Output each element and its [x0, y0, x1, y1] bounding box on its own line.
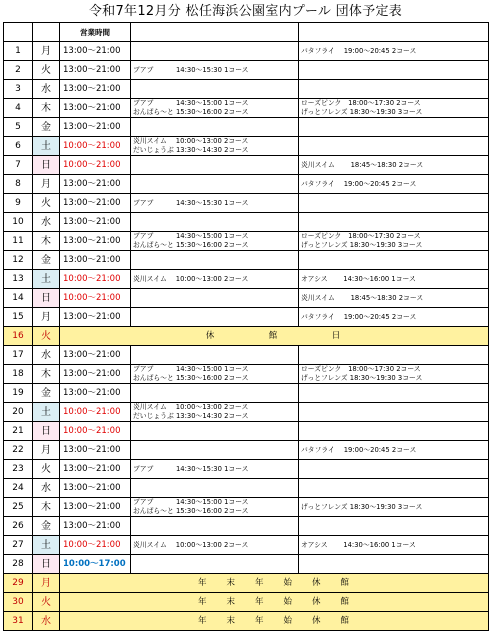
group-booking: 炎川スイム 10:00～13:00 2コース	[133, 540, 249, 549]
group-cell-right	[299, 479, 489, 498]
day-number: 20	[4, 403, 33, 422]
day-number: 6	[4, 137, 33, 156]
group-cell-left	[131, 289, 299, 308]
day-number: 17	[4, 346, 33, 365]
business-hours: 13:00～21:00	[60, 365, 131, 384]
day-of-week: 土	[33, 137, 60, 156]
business-hours: 13:00～21:00	[60, 441, 131, 460]
day-of-week: 月	[33, 175, 60, 194]
group-booking: げっとフレンズ 18:30～19:30 3コース	[301, 374, 423, 382]
header-right-groups-cell	[299, 23, 489, 42]
closed-notice: 年 末 年 始 休 館	[60, 612, 489, 631]
group-cell-left	[131, 498, 299, 517]
day-number: 8	[4, 175, 33, 194]
group-cell-left	[131, 42, 299, 61]
day-of-week: 月	[33, 441, 60, 460]
schedule-row	[4, 536, 489, 555]
schedule-row	[4, 365, 489, 384]
day-of-week: 火	[33, 327, 60, 346]
day-of-week: 月	[33, 574, 60, 593]
group-cell-right	[299, 441, 489, 460]
business-hours: 13:00～21:00	[60, 118, 131, 137]
day-number: 25	[4, 498, 33, 517]
group-booking: ローズピンク 18:00～17:30 2コース	[301, 365, 421, 373]
schedule-row	[4, 194, 489, 213]
group-cell-right	[299, 346, 489, 365]
group-cell-right	[299, 137, 489, 156]
business-hours: 13:00～21:00	[60, 194, 131, 213]
schedule-row	[4, 460, 489, 479]
group-cell-left	[131, 536, 299, 555]
business-hours: 10:00～21:00	[60, 289, 131, 308]
group-booking: オアシス 14:30～16:00 1コース	[301, 274, 416, 283]
day-of-week: 火	[33, 194, 60, 213]
group-cell-left	[131, 232, 299, 251]
group-booking: だいじょうぶ 13:30～14:30 2コース	[133, 146, 249, 154]
group-cell-right	[299, 232, 489, 251]
day-of-week: 土	[33, 270, 60, 289]
day-number: 5	[4, 118, 33, 137]
header-row	[4, 23, 489, 42]
business-hours: 10:00～21:00	[60, 137, 131, 156]
day-number: 26	[4, 517, 33, 536]
day-of-week: 木	[33, 232, 60, 251]
day-number: 2	[4, 61, 33, 80]
group-cell-left	[131, 137, 299, 156]
group-cell-left	[131, 99, 299, 118]
group-cell-right	[299, 536, 489, 555]
schedule-row	[4, 479, 489, 498]
day-number: 18	[4, 365, 33, 384]
schedule-row	[4, 308, 489, 327]
day-of-week: 木	[33, 99, 60, 118]
group-booking: 炎川スイム 10:00～13:00 2コース	[133, 274, 249, 283]
day-of-week: 水	[33, 346, 60, 365]
schedule-row	[4, 612, 489, 631]
business-hours: 13:00～21:00	[60, 99, 131, 118]
schedule-table	[3, 22, 489, 631]
day-of-week: 金	[33, 251, 60, 270]
schedule-row	[4, 346, 489, 365]
group-booking: ブアブ 14:30～15:30 1コース	[133, 65, 249, 74]
business-hours: 13:00～21:00	[60, 479, 131, 498]
group-booking: バタフライ 19:00～20:45 2コース	[301, 179, 417, 188]
group-cell-right	[299, 517, 489, 536]
schedule-row	[4, 99, 489, 118]
group-cell-right	[299, 270, 489, 289]
day-of-week: 火	[33, 593, 60, 612]
group-cell-left	[131, 441, 299, 460]
group-booking: おんぱら～と 15:30～16:00 2コース	[133, 108, 249, 116]
day-of-week: 火	[33, 61, 60, 80]
group-cell-left	[131, 346, 299, 365]
schedule-row	[4, 327, 489, 346]
group-cell-left	[131, 175, 299, 194]
day-number: 28	[4, 555, 33, 574]
group-booking: 炎川スイム 10:00～13:00 2コース	[133, 403, 249, 411]
group-cell-left	[131, 194, 299, 213]
day-of-week: 水	[33, 213, 60, 232]
day-of-week: 日	[33, 555, 60, 574]
group-booking: バタフライ 19:00～20:45 2コース	[301, 312, 417, 321]
day-number: 4	[4, 99, 33, 118]
schedule-row	[4, 422, 489, 441]
header-dow-cell	[33, 23, 60, 42]
schedule-row	[4, 498, 489, 517]
group-cell-right	[299, 384, 489, 403]
group-booking: ブアブ 14:30～15:00 1コース	[133, 498, 249, 506]
day-of-week: 火	[33, 460, 60, 479]
business-hours: 13:00～21:00	[60, 308, 131, 327]
group-booking: バタフライ 19:00～20:45 2コース	[301, 445, 417, 454]
group-cell-right	[299, 175, 489, 194]
group-cell-right	[299, 61, 489, 80]
header-hours-label: 営業時間	[60, 23, 131, 42]
day-of-week: 日	[33, 289, 60, 308]
schedule-row	[4, 80, 489, 99]
group-cell-right	[299, 422, 489, 441]
group-booking: ブアブ 14:30～15:30 1コース	[133, 464, 249, 473]
header-day-cell	[4, 23, 33, 42]
group-booking: バタフライ 19:00～20:45 2コース	[301, 46, 417, 55]
schedule-row	[4, 574, 489, 593]
day-number: 24	[4, 479, 33, 498]
business-hours: 13:00～21:00	[60, 384, 131, 403]
group-booking: ブアブ 14:30～15:00 1コース	[133, 99, 249, 107]
business-hours: 10:00～21:00	[60, 156, 131, 175]
group-booking: げっとフレンズ 18:30～19:30 3コース	[301, 108, 423, 116]
group-cell-right	[299, 289, 489, 308]
day-number: 10	[4, 213, 33, 232]
day-number: 13	[4, 270, 33, 289]
group-cell-left	[131, 517, 299, 536]
group-booking: おんぱら～と 15:30～16:00 2コース	[133, 241, 249, 249]
group-booking: オアシス 14:30～16:00 1コース	[301, 540, 416, 549]
group-cell-left	[131, 270, 299, 289]
business-hours: 10:00～21:00	[60, 270, 131, 289]
group-booking: おんぱら～と 15:30～16:00 2コース	[133, 374, 249, 382]
business-hours: 10:00～21:00	[60, 422, 131, 441]
group-cell-right	[299, 251, 489, 270]
group-cell-left	[131, 365, 299, 384]
day-of-week: 金	[33, 118, 60, 137]
day-of-week: 月	[33, 42, 60, 61]
day-number: 19	[4, 384, 33, 403]
schedule-row	[4, 137, 489, 156]
day-number: 21	[4, 422, 33, 441]
business-hours: 13:00～21:00	[60, 517, 131, 536]
day-number: 12	[4, 251, 33, 270]
group-cell-left	[131, 403, 299, 422]
schedule-row	[4, 593, 489, 612]
business-hours: 13:00～21:00	[60, 232, 131, 251]
day-number: 11	[4, 232, 33, 251]
closed-notice: 年 末 年 始 休 館	[60, 574, 489, 593]
group-cell-right	[299, 498, 489, 517]
day-of-week: 土	[33, 536, 60, 555]
day-of-week: 月	[33, 308, 60, 327]
group-booking: ブアブ 14:30～15:30 1コース	[133, 198, 249, 207]
day-number: 7	[4, 156, 33, 175]
group-cell-right	[299, 118, 489, 137]
group-cell-right	[299, 156, 489, 175]
group-booking: げっとフレンズ 18:30～19:30 3コース	[301, 502, 423, 511]
day-number: 30	[4, 593, 33, 612]
group-cell-right	[299, 213, 489, 232]
schedule-row	[4, 175, 489, 194]
schedule-row	[4, 555, 489, 574]
schedule-row	[4, 441, 489, 460]
group-booking: 炎川スイム 10:00～13:00 2コース	[133, 137, 249, 145]
business-hours: 10:00～17:00	[60, 555, 131, 574]
group-cell-left	[131, 213, 299, 232]
group-cell-left	[131, 555, 299, 574]
group-cell-left	[131, 80, 299, 99]
day-of-week: 水	[33, 80, 60, 99]
day-of-week: 日	[33, 422, 60, 441]
group-booking: 炎川スイム 18:45～18:30 2コース	[301, 160, 424, 169]
day-number: 16	[4, 327, 33, 346]
day-number: 3	[4, 80, 33, 99]
schedule-row	[4, 232, 489, 251]
day-number: 22	[4, 441, 33, 460]
business-hours: 10:00～21:00	[60, 403, 131, 422]
business-hours: 13:00～21:00	[60, 346, 131, 365]
schedule-row	[4, 517, 489, 536]
day-of-week: 水	[33, 479, 60, 498]
group-cell-right	[299, 99, 489, 118]
group-cell-right	[299, 194, 489, 213]
group-booking: ローズピンク 18:00～17:30 2コース	[301, 232, 421, 240]
schedule-row	[4, 384, 489, 403]
schedule-row	[4, 251, 489, 270]
group-cell-right	[299, 403, 489, 422]
group-booking: げっとフレンズ 18:30～19:30 3コース	[301, 241, 423, 249]
day-number: 23	[4, 460, 33, 479]
schedule-row	[4, 156, 489, 175]
business-hours: 13:00～21:00	[60, 80, 131, 99]
schedule-row	[4, 118, 489, 137]
day-number: 29	[4, 574, 33, 593]
business-hours: 13:00～21:00	[60, 498, 131, 517]
group-booking: ブアブ 14:30～15:00 1コース	[133, 365, 249, 373]
closed-notice: 休 館 日	[60, 327, 489, 346]
schedule-row	[4, 270, 489, 289]
schedule-body	[4, 23, 489, 631]
business-hours: 13:00～21:00	[60, 175, 131, 194]
group-booking: ブアブ 14:30～15:00 1コース	[133, 232, 249, 240]
group-cell-left	[131, 61, 299, 80]
business-hours: 13:00～21:00	[60, 460, 131, 479]
business-hours: 10:00～21:00	[60, 536, 131, 555]
group-cell-left	[131, 460, 299, 479]
group-booking: だいじょうぶ 13:30～14:30 2コース	[133, 412, 249, 420]
day-of-week: 金	[33, 517, 60, 536]
day-of-week: 水	[33, 612, 60, 631]
day-number: 14	[4, 289, 33, 308]
header-left-groups-cell	[131, 23, 299, 42]
group-cell-left	[131, 251, 299, 270]
schedule-row	[4, 403, 489, 422]
group-cell-left	[131, 156, 299, 175]
schedule-row	[4, 42, 489, 61]
group-cell-left	[131, 384, 299, 403]
day-number: 1	[4, 42, 33, 61]
business-hours: 13:00～21:00	[60, 61, 131, 80]
group-cell-left	[131, 479, 299, 498]
day-number: 27	[4, 536, 33, 555]
schedule-row	[4, 213, 489, 232]
group-cell-left	[131, 422, 299, 441]
group-cell-right	[299, 365, 489, 384]
group-cell-right	[299, 555, 489, 574]
group-cell-right	[299, 308, 489, 327]
group-cell-right	[299, 42, 489, 61]
day-of-week: 木	[33, 498, 60, 517]
business-hours: 13:00～21:00	[60, 251, 131, 270]
group-cell-right	[299, 80, 489, 99]
day-of-week: 土	[33, 403, 60, 422]
group-booking: ローズピンク 18:00～17:30 2コース	[301, 99, 421, 107]
schedule-row	[4, 289, 489, 308]
day-number: 15	[4, 308, 33, 327]
schedule-row	[4, 61, 489, 80]
day-of-week: 日	[33, 156, 60, 175]
day-of-week: 金	[33, 384, 60, 403]
group-booking: 炎川スイム 18:45～18:30 2コース	[301, 293, 424, 302]
group-cell-left	[131, 118, 299, 137]
group-booking: おんぱら～と 15:30～16:00 2コース	[133, 507, 249, 515]
group-cell-left	[131, 308, 299, 327]
day-number: 9	[4, 194, 33, 213]
day-of-week: 木	[33, 365, 60, 384]
closed-notice: 年 末 年 始 休 館	[60, 593, 489, 612]
page-title: 令和7年12月分 松任海浜公園室内プール 団体予定表	[88, 4, 403, 19]
day-number: 31	[4, 612, 33, 631]
business-hours: 13:00～21:00	[60, 213, 131, 232]
group-cell-right	[299, 460, 489, 479]
business-hours: 13:00～21:00	[60, 42, 131, 61]
